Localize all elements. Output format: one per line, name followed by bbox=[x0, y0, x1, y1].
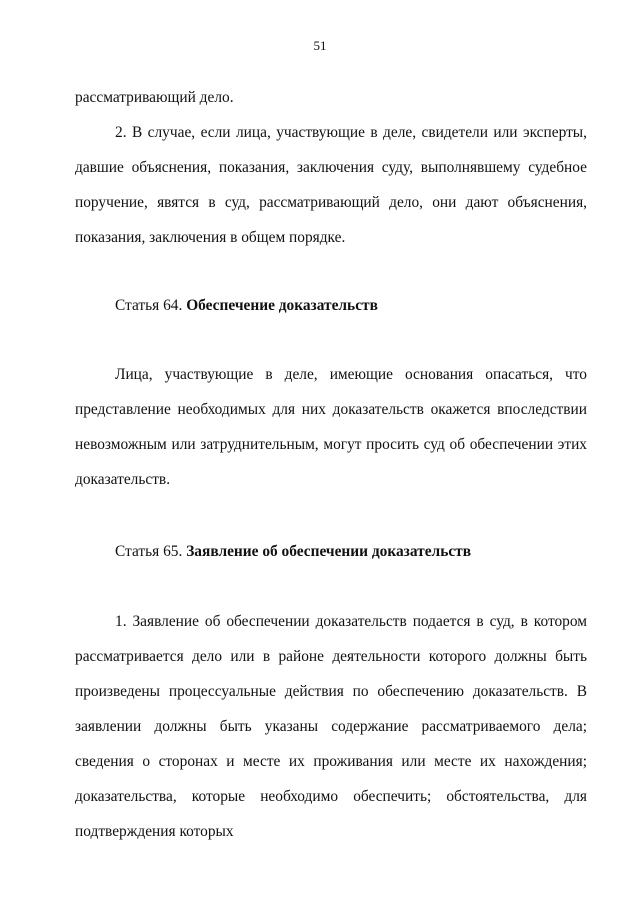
article-64-number: Статья 64. bbox=[115, 297, 183, 314]
paragraph-2: 2. В случае, если лица, участвующие в деле, свидетели или эксперты, давшие объяснения, показания, заключения суду, выполнявшему судебное поручение, явятся в суд, рассматривающий дело, они дают объяснения, показания, заключения в общем порядке. bbox=[75, 124, 587, 246]
article-64-heading bbox=[115, 296, 378, 316]
article-65-paragraph-1: 1. Заявление об обеспечении доказательств подается в суд, в котором рассматривается дело или в районе деятельности которого должны быть произведены процессуальные действия по обеспечению доказательств. В заявлении должны быть указаны содержание рассматриваемого дела; сведения о сторонах и месте их проживания или месте их нахождения; доказательства, которые необходимо обеспечить; обстоятельства, для подтверждения которых bbox=[75, 613, 587, 840]
page-number: 51 bbox=[313, 38, 327, 53]
article-64-paragraph: Лица, участвующие в деле, имеющие основания опасаться, что представление необходимых для них доказательств окажется впоследствии невозможным или затруднительным, могут просить суд об обеспечении этих доказательств. bbox=[75, 366, 587, 488]
article-65-heading bbox=[115, 542, 471, 562]
article-65-title: Заявление об обеспечении доказательств bbox=[186, 543, 472, 560]
continuation-text: рассматривающий дело. bbox=[75, 89, 234, 106]
article-65-number: Статья 65. bbox=[115, 543, 183, 560]
article-64-title: Обеспечение доказательств bbox=[186, 297, 378, 314]
